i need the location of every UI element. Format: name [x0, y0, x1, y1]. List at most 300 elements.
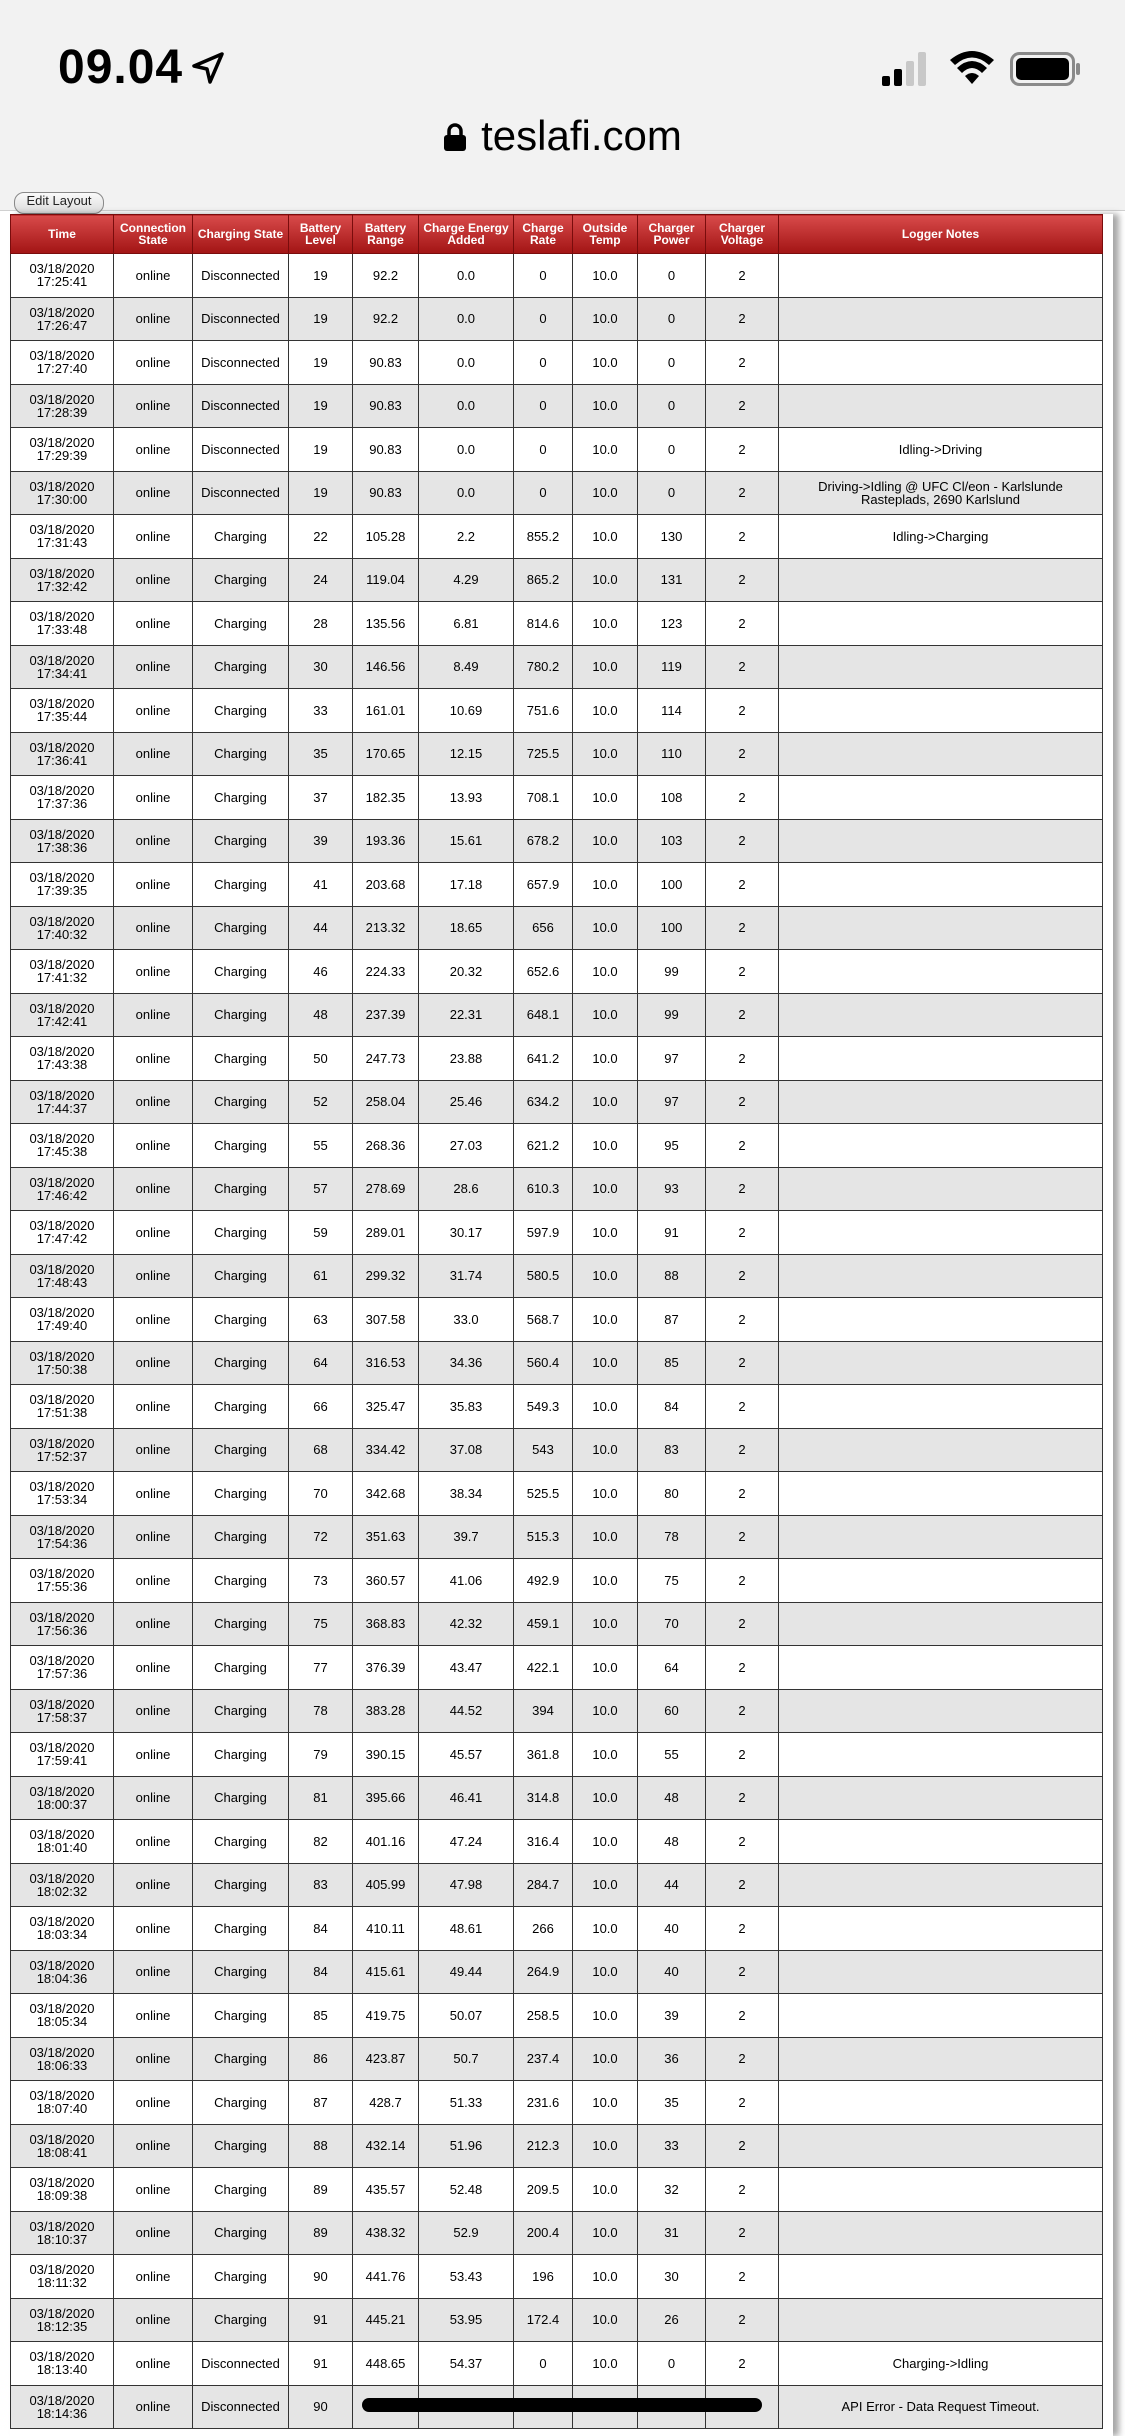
table-cell: 39.7: [419, 1515, 514, 1559]
table-cell: Charging: [193, 2168, 289, 2212]
table-cell: 2: [706, 993, 779, 1037]
table-row: [11, 863, 1103, 907]
table-cell: [779, 776, 1103, 820]
table-cell: 28.6: [419, 1167, 514, 1211]
table-cell: Charging: [193, 689, 289, 733]
table-row: [11, 602, 1103, 646]
table-cell: 2: [706, 776, 779, 820]
table-cell: Disconnected: [193, 471, 289, 515]
table-cell: 19: [289, 297, 353, 341]
table-cell: 83: [289, 1863, 353, 1907]
table-cell: 652.6: [514, 950, 573, 994]
table-cell: 621.2: [514, 1124, 573, 1168]
table-cell: 03/18/2020 18:11:32: [11, 2255, 114, 2299]
table-row: [11, 1385, 1103, 1429]
table-cell: Charging: [193, 1037, 289, 1081]
table-cell: 568.7: [514, 1298, 573, 1342]
table-cell: 401.16: [353, 1820, 419, 1864]
table-cell: 2: [706, 1689, 779, 1733]
table-cell: 814.6: [514, 602, 573, 646]
table-cell: 2: [706, 1472, 779, 1516]
table-cell: 03/18/2020 17:44:37: [11, 1080, 114, 1124]
table-row: [11, 1341, 1103, 1385]
table-cell: 2: [706, 1037, 779, 1081]
table-cell: 03/18/2020 17:45:38: [11, 1124, 114, 1168]
table-cell: [779, 602, 1103, 646]
table-cell: 2.2: [419, 515, 514, 559]
table-cell: 0: [514, 2342, 573, 2386]
table-cell: 03/18/2020 17:40:32: [11, 906, 114, 950]
table-cell: 03/18/2020 17:43:38: [11, 1037, 114, 1081]
table-cell: 10.69: [419, 689, 514, 733]
table-cell: 2: [706, 950, 779, 994]
column-header[interactable]: Charge Energy Added: [419, 215, 514, 254]
table-cell: 2: [706, 2211, 779, 2255]
table-cell: 237.39: [353, 993, 419, 1037]
table-cell: 100: [638, 906, 706, 950]
table-cell: 2: [706, 1515, 779, 1559]
table-cell: 2: [706, 1080, 779, 1124]
table-cell: 03/18/2020 17:47:42: [11, 1211, 114, 1255]
table-row: [11, 1689, 1103, 1733]
table-row: [11, 1646, 1103, 1690]
column-header[interactable]: Charge Rate: [514, 215, 573, 254]
table-cell: 258.04: [353, 1080, 419, 1124]
table-cell: 33.0: [419, 1298, 514, 1342]
table-cell: online: [114, 1689, 193, 1733]
table-cell: [779, 863, 1103, 907]
table-cell: online: [114, 384, 193, 428]
table-cell: 258.5: [514, 1994, 573, 2038]
table-cell: 03/18/2020 17:31:43: [11, 515, 114, 559]
table-cell: 10.0: [573, 1428, 638, 1472]
table-cell: 10.0: [573, 1602, 638, 1646]
table-row: [11, 428, 1103, 472]
table-cell: online: [114, 254, 193, 298]
table-cell: [779, 1080, 1103, 1124]
table-cell: 2: [706, 2124, 779, 2168]
table-cell: 39: [638, 1994, 706, 2038]
table-cell: Charging: [193, 2211, 289, 2255]
table-cell: 543: [514, 1428, 573, 1472]
table-row: [11, 1167, 1103, 1211]
table-cell: Charging: [193, 863, 289, 907]
table-cell: Charging: [193, 1254, 289, 1298]
table-cell: 90.83: [353, 384, 419, 428]
table-cell: 41: [289, 863, 353, 907]
table-cell: 27.03: [419, 1124, 514, 1168]
table-cell: Charging: [193, 1385, 289, 1429]
table-cell: Charging: [193, 1733, 289, 1777]
table-cell: 170.65: [353, 732, 419, 776]
table-cell: online: [114, 1602, 193, 1646]
table-cell: [779, 819, 1103, 863]
table-row: [11, 2168, 1103, 2212]
table-cell: online: [114, 1950, 193, 1994]
table-cell: online: [114, 1472, 193, 1516]
table-cell: 10.0: [573, 1298, 638, 1342]
table-cell: 48: [289, 993, 353, 1037]
table-cell: 19: [289, 254, 353, 298]
home-indicator[interactable]: [362, 2398, 762, 2412]
table-cell: 61: [289, 1254, 353, 1298]
table-cell: Charging: [193, 2298, 289, 2342]
table-cell: 2: [706, 2168, 779, 2212]
table-cell: 88: [289, 2124, 353, 2168]
table-cell: 10.0: [573, 428, 638, 472]
table-cell: 10.0: [573, 1080, 638, 1124]
table-cell: [779, 1298, 1103, 1342]
table-cell: 80: [638, 1472, 706, 1516]
table-cell: Charging: [193, 2081, 289, 2125]
table-cell: online: [114, 558, 193, 602]
table-cell: 4.29: [419, 558, 514, 602]
table-row: [11, 384, 1103, 428]
column-header[interactable]: Charger Voltage: [706, 215, 779, 254]
table-cell: 92.2: [353, 254, 419, 298]
table-cell: [779, 1254, 1103, 1298]
table-cell: API Error - Data Request Timeout.: [779, 2385, 1103, 2429]
table-cell: 560.4: [514, 1341, 573, 1385]
table-cell: 10.0: [573, 906, 638, 950]
table-cell: Charging: [193, 1950, 289, 1994]
table-cell: 51.33: [419, 2081, 514, 2125]
table-cell: 2: [706, 384, 779, 428]
table-cell: 316.53: [353, 1341, 419, 1385]
table-cell: online: [114, 1428, 193, 1472]
table-cell: 10.0: [573, 254, 638, 298]
table-cell: 428.7: [353, 2081, 419, 2125]
table-cell: 43.47: [419, 1646, 514, 1690]
logger-table-container[interactable]: [10, 214, 1113, 2436]
table-cell: 2: [706, 254, 779, 298]
table-cell: 44: [289, 906, 353, 950]
table-cell: 22.31: [419, 993, 514, 1037]
table-cell: 03/18/2020 17:57:36: [11, 1646, 114, 1690]
table-cell: 2: [706, 1385, 779, 1429]
table-cell: 03/18/2020 18:13:40: [11, 2342, 114, 2386]
table-row: [11, 645, 1103, 689]
table-cell: Charging: [193, 1124, 289, 1168]
table-cell: 85: [638, 1341, 706, 1385]
table-cell: 334.42: [353, 1428, 419, 1472]
table-cell: 289.01: [353, 1211, 419, 1255]
table-cell: 105.28: [353, 515, 419, 559]
table-cell: 03/18/2020 17:25:41: [11, 254, 114, 298]
table-row: [11, 1080, 1103, 1124]
table-cell: 36: [638, 2037, 706, 2081]
table-cell: 10.0: [573, 2168, 638, 2212]
table-row: [11, 558, 1103, 602]
table-cell: 394: [514, 1689, 573, 1733]
table-cell: 419.75: [353, 1994, 419, 2038]
table-cell: 2: [706, 2255, 779, 2299]
table-cell: 2: [706, 2037, 779, 2081]
table-cell: 35.83: [419, 1385, 514, 1429]
address-bar[interactable]: [0, 112, 1125, 160]
table-cell: [779, 2168, 1103, 2212]
table-cell: 110: [638, 732, 706, 776]
table-cell: Charging: [193, 602, 289, 646]
table-cell: 25.46: [419, 1080, 514, 1124]
location-arrow-icon: [188, 48, 228, 88]
table-cell: 10.0: [573, 1907, 638, 1951]
table-cell: 708.1: [514, 776, 573, 820]
table-cell: 641.2: [514, 1037, 573, 1081]
table-cell: online: [114, 732, 193, 776]
table-cell: online: [114, 341, 193, 385]
table-cell: 2: [706, 1820, 779, 1864]
table-cell: Driving->Idling @ UFC Cl/eon - Karlslunde Rasteplads, 2690 Karlslund: [779, 471, 1103, 515]
table-cell: 47.98: [419, 1863, 514, 1907]
table-cell: [779, 1211, 1103, 1255]
table-cell: [779, 1385, 1103, 1429]
column-header[interactable]: Battery Range: [353, 215, 419, 254]
table-cell: [779, 1602, 1103, 1646]
table-cell: 03/18/2020 17:34:41: [11, 645, 114, 689]
column-header[interactable]: Battery Level: [289, 215, 353, 254]
table-cell: 93: [638, 1167, 706, 1211]
table-cell: 03/18/2020 17:56:36: [11, 1602, 114, 1646]
table-cell: 03/18/2020 18:08:41: [11, 2124, 114, 2168]
table-cell: 35: [638, 2081, 706, 2125]
table-cell: 130: [638, 515, 706, 559]
url-text: teslafi.com: [481, 112, 682, 159]
table-cell: [779, 2255, 1103, 2299]
table-cell: 865.2: [514, 558, 573, 602]
table-cell: 84: [289, 1907, 353, 1951]
table-row: [11, 1211, 1103, 1255]
column-header[interactable]: Connection State: [114, 215, 193, 254]
table-cell: online: [114, 1515, 193, 1559]
table-cell: 89: [289, 2211, 353, 2255]
table-cell: 50.07: [419, 1994, 514, 2038]
table-cell: 10.0: [573, 1994, 638, 2038]
table-cell: 316.4: [514, 1820, 573, 1864]
table-cell: Idling->Charging: [779, 515, 1103, 559]
table-cell: 368.83: [353, 1602, 419, 1646]
table-cell: 03/18/2020 17:42:41: [11, 993, 114, 1037]
table-cell: 91: [289, 2342, 353, 2386]
table-cell: 59: [289, 1211, 353, 1255]
table-cell: online: [114, 776, 193, 820]
table-row: [11, 515, 1103, 559]
table-cell: Charging: [193, 515, 289, 559]
table-cell: 03/18/2020 17:33:48: [11, 602, 114, 646]
table-cell: online: [114, 1776, 193, 1820]
table-cell: 10.0: [573, 1385, 638, 1429]
table-cell: 2: [706, 558, 779, 602]
table-cell: 19: [289, 428, 353, 472]
table-cell: Charging: [193, 1167, 289, 1211]
table-cell: 53.95: [419, 2298, 514, 2342]
table-cell: 2: [706, 906, 779, 950]
table-cell: 03/18/2020 18:10:37: [11, 2211, 114, 2255]
cellular-signal-icon: [880, 50, 928, 88]
column-header[interactable]: Logger Notes: [779, 215, 1103, 254]
table-cell: 03/18/2020 17:59:41: [11, 1733, 114, 1777]
table-row: [11, 1124, 1103, 1168]
table-row: [11, 732, 1103, 776]
table-cell: 95: [638, 1124, 706, 1168]
table-cell: online: [114, 2385, 193, 2429]
table-cell: 64: [638, 1646, 706, 1690]
table-cell: 38.34: [419, 1472, 514, 1516]
table-cell: 03/18/2020 17:28:39: [11, 384, 114, 428]
table-cell: online: [114, 1254, 193, 1298]
table-cell: 325.47: [353, 1385, 419, 1429]
table-cell: 264.9: [514, 1950, 573, 1994]
table-cell: 52.48: [419, 2168, 514, 2212]
table-cell: 03/18/2020 17:39:35: [11, 863, 114, 907]
table-cell: 0: [638, 297, 706, 341]
table-cell: 10.0: [573, 1776, 638, 1820]
table-cell: 28: [289, 602, 353, 646]
table-cell: 10.0: [573, 2298, 638, 2342]
table-cell: 648.1: [514, 993, 573, 1037]
table-row: [11, 1863, 1103, 1907]
table-cell: online: [114, 645, 193, 689]
table-cell: 50.7: [419, 2037, 514, 2081]
table-cell: 103: [638, 819, 706, 863]
table-cell: 97: [638, 1037, 706, 1081]
logger-table: [10, 214, 1103, 2429]
table-cell: 66: [289, 1385, 353, 1429]
table-cell: 10.0: [573, 1211, 638, 1255]
column-header[interactable]: Outside Temp: [573, 215, 638, 254]
table-cell: 0: [638, 428, 706, 472]
table-cell: 0: [638, 254, 706, 298]
table-cell: Charging: [193, 1211, 289, 1255]
table-cell: 360.57: [353, 1559, 419, 1603]
table-cell: 03/18/2020 17:52:37: [11, 1428, 114, 1472]
table-cell: 22: [289, 515, 353, 559]
table-cell: [779, 1733, 1103, 1777]
table-row: [11, 471, 1103, 515]
table-cell: 03/18/2020 17:55:36: [11, 1559, 114, 1603]
table-cell: 03/18/2020 18:07:40: [11, 2081, 114, 2125]
table-cell: Charging: [193, 1776, 289, 1820]
table-cell: Disconnected: [193, 2385, 289, 2429]
table-cell: 0.0: [419, 297, 514, 341]
table-row: [11, 1602, 1103, 1646]
table-cell: 03/18/2020 18:04:36: [11, 1950, 114, 1994]
table-cell: [779, 1341, 1103, 1385]
table-cell: 0: [514, 297, 573, 341]
table-cell: 89: [289, 2168, 353, 2212]
table-cell: 99: [638, 993, 706, 1037]
column-header[interactable]: Charging State: [193, 215, 289, 254]
table-cell: 03/18/2020 17:36:41: [11, 732, 114, 776]
table-cell: 299.32: [353, 1254, 419, 1298]
table-cell: Charging: [193, 2255, 289, 2299]
table-cell: Charging: [193, 1080, 289, 1124]
table-cell: 03/18/2020 18:05:34: [11, 1994, 114, 2038]
table-cell: 780.2: [514, 645, 573, 689]
table-cell: 448.65: [353, 2342, 419, 2386]
table-cell: Charging: [193, 1689, 289, 1733]
table-cell: 2: [706, 1646, 779, 1690]
table-cell: 8.49: [419, 645, 514, 689]
column-header[interactable]: Charger Power: [638, 215, 706, 254]
table-cell: 82: [289, 1820, 353, 1864]
table-cell: 10.0: [573, 1472, 638, 1516]
table-cell: 119: [638, 645, 706, 689]
table-cell: [779, 558, 1103, 602]
table-cell: 751.6: [514, 689, 573, 733]
table-row: [11, 1820, 1103, 1864]
edit-layout-button[interactable]: Edit Layout: [14, 192, 104, 214]
table-cell: 10.0: [573, 1559, 638, 1603]
table-cell: 33: [638, 2124, 706, 2168]
table-cell: 03/18/2020 17:48:43: [11, 1254, 114, 1298]
table-cell: 131: [638, 558, 706, 602]
table-cell: 03/18/2020 17:35:44: [11, 689, 114, 733]
table-cell: online: [114, 2037, 193, 2081]
table-cell: 10.0: [573, 1646, 638, 1690]
table-cell: 0.0: [419, 471, 514, 515]
table-cell: 422.1: [514, 1646, 573, 1690]
table-row: [11, 2124, 1103, 2168]
table-cell: online: [114, 471, 193, 515]
table-cell: 47.24: [419, 1820, 514, 1864]
table-row: [11, 1994, 1103, 2038]
table-cell: 19: [289, 384, 353, 428]
table-cell: 678.2: [514, 819, 573, 863]
table-cell: 84: [289, 1950, 353, 1994]
table-cell: online: [114, 515, 193, 559]
table-cell: 37: [289, 776, 353, 820]
table-cell: 2: [706, 819, 779, 863]
table-cell: 2: [706, 1211, 779, 1255]
table-cell: 10.0: [573, 689, 638, 733]
table-cell: online: [114, 863, 193, 907]
table-cell: 90.83: [353, 471, 419, 515]
table-cell: [779, 1950, 1103, 1994]
table-cell: 307.58: [353, 1298, 419, 1342]
table-cell: 6.81: [419, 602, 514, 646]
table-cell: [779, 1515, 1103, 1559]
table-cell: 31.74: [419, 1254, 514, 1298]
table-cell: Charging: [193, 1515, 289, 1559]
column-header[interactable]: Time: [11, 215, 114, 254]
table-cell: 0.0: [419, 254, 514, 298]
table-cell: 10.0: [573, 341, 638, 385]
table-row: [11, 1298, 1103, 1342]
table-cell: online: [114, 2124, 193, 2168]
table-cell: 182.35: [353, 776, 419, 820]
table-cell: 2: [706, 1341, 779, 1385]
table-cell: 580.5: [514, 1254, 573, 1298]
table-cell: 10.0: [573, 1733, 638, 1777]
table-cell: 03/18/2020 18:00:37: [11, 1776, 114, 1820]
table-cell: 0: [638, 341, 706, 385]
table-cell: 03/18/2020 17:29:39: [11, 428, 114, 472]
table-cell: 72: [289, 1515, 353, 1559]
table-cell: [779, 1820, 1103, 1864]
table-row: [11, 1907, 1103, 1951]
table-cell: 492.9: [514, 1559, 573, 1603]
table-cell: 32: [638, 2168, 706, 2212]
table-cell: Charging: [193, 1428, 289, 1472]
table-cell: 2: [706, 1167, 779, 1211]
table-cell: 10.0: [573, 1863, 638, 1907]
table-cell: 03/18/2020 18:01:40: [11, 1820, 114, 1864]
table-cell: Disconnected: [193, 297, 289, 341]
table-row: [11, 1559, 1103, 1603]
table-cell: 2: [706, 1733, 779, 1777]
table-cell: 2: [706, 689, 779, 733]
